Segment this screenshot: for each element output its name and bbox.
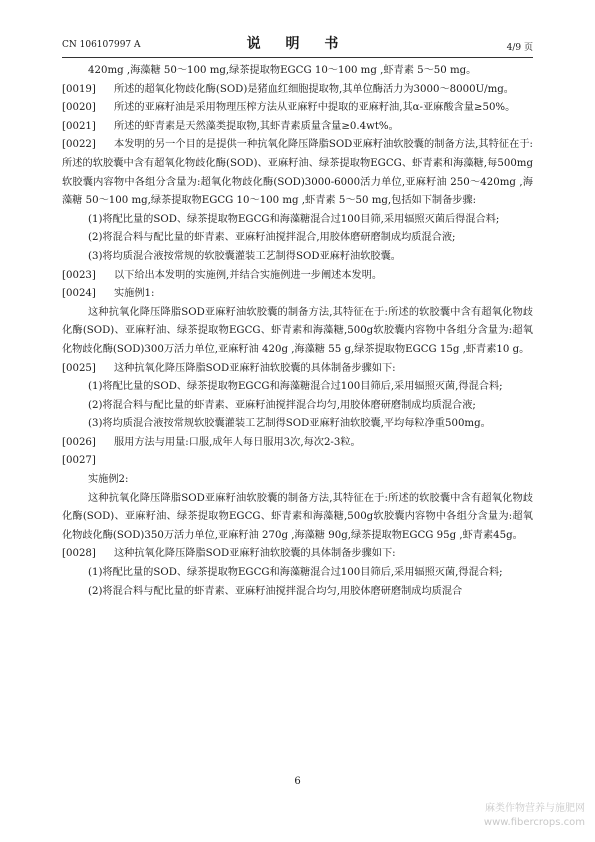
paragraph xyxy=(62,360,533,379)
paragraph-text: 本发明的另一个目的是提供一种抗氧化降压降脂SOD亚麻籽油软胶囊的制备方法,其特征在于:所述的软胶囊中含有超氧化物歧化酶(SOD)、亚麻籽油、绿茶提取物EGCG、虾青素和海藻糖,每500mg软胶囊内容物中各组分含量为:超氧化物歧化酶(SOD)3000-6000活力单位,亚麻籽油 250～420mg ,海藻糖 50～100 mg,绿茶提取物EGCG 10～100 mg ,虾青素 5～50 mg,包括如下制备步骤: xyxy=(62,139,533,207)
paragraph-text: 服用方法与用量:口服,成年人每日服用3次,每次2-3粒。 xyxy=(114,436,361,448)
page-number: 6 xyxy=(294,776,301,787)
paragraph-number: [0024] xyxy=(62,288,96,300)
paragraph-text: 实施例2: xyxy=(88,474,129,486)
paragraph xyxy=(62,452,533,471)
site-watermark xyxy=(484,802,585,830)
paragraph xyxy=(62,211,533,230)
document-body xyxy=(62,62,533,601)
paragraph xyxy=(62,267,533,286)
page-ratio: 4/9 页 xyxy=(506,43,533,53)
paragraph xyxy=(62,136,533,210)
paragraph xyxy=(62,99,533,118)
paragraph-text: (2)将混合料与配比量的虾青素、亚麻籽油搅拌混合,用胶体磨研磨制成均质混合液; xyxy=(88,232,456,244)
paragraph-text: (1)将配比量的SOD、绿茶提取物EGCG和海藻糖混合过100目筛后,采用辐照灭菌,得混合料; xyxy=(88,381,503,393)
paragraph-text: 这种抗氧化降压降脂SOD亚麻籽油软胶囊的制备方法,其特征在于:所述的软胶囊中含有超氧化物歧化酶(SOD)、亚麻籽油、绿茶提取物EGCG、虾青素和海藻糖,500g软胶囊内容物中各组分含量为:超氧化物歧化酶(SOD)300万活力单位,亚麻籽油 420g ,海藻糖 55 g,绿茶提取物EGCG 15g ,虾青素10 g。 xyxy=(62,306,533,355)
paragraph xyxy=(62,118,533,137)
paragraph-text: (3)将均质混合液按常规软胶囊灌装工艺制得SOD亚麻籽油软胶囊,平均每粒净重500mg。 xyxy=(88,418,491,430)
header-rule xyxy=(62,57,533,58)
paragraph-text: (3)将均质混合液按常规的软胶囊灌装工艺制得SOD亚麻籽油软胶囊。 xyxy=(88,250,401,262)
paragraph xyxy=(62,564,533,583)
paragraph-text: 实施例1: xyxy=(114,288,155,300)
paragraph-text: 这种抗氧化降压降脂SOD亚麻籽油软胶囊的具体制备步骤如下: xyxy=(114,548,396,560)
paragraph-number: [0028] xyxy=(62,548,96,560)
paragraph xyxy=(62,62,533,81)
paragraph xyxy=(62,81,533,100)
paragraph-number: [0025] xyxy=(62,362,96,374)
paragraph xyxy=(62,434,533,453)
document-title: 说 明 书 xyxy=(246,36,349,52)
paragraph-text: (1)将配比量的SOD、绿茶提取物EGCG和海藻糖混合过100目筛,采用辐照灭菌后得混合料; xyxy=(88,213,500,225)
paragraph-text: (2)将混合料与配比量的虾青素、亚麻籽油搅拌混合均匀,用胶体磨研磨制成均质混合液; xyxy=(88,399,476,411)
paragraph xyxy=(62,304,533,360)
paragraph xyxy=(62,378,533,397)
paragraph xyxy=(62,583,533,602)
watermark-url: www.fibercrops.com xyxy=(483,817,585,828)
paragraph-text: 这种抗氧化降压降脂SOD亚麻籽油软胶囊的具体制备步骤如下: xyxy=(114,362,396,374)
paragraph xyxy=(62,397,533,416)
paragraph-text: 所述的虾青素是天然藻类提取物,其虾青素质量含量≥0.4wt%。 xyxy=(114,120,399,132)
paragraph-text: 420mg ,海藻糖 50～100 mg,绿茶提取物EGCG 10～100 mg ,虾青素 5～50 mg。 xyxy=(88,65,477,76)
publication-number: CN 106107997 A xyxy=(62,40,141,50)
paragraph xyxy=(62,545,533,564)
paragraph-number: [0019] xyxy=(62,83,96,95)
paragraph-number: [0027] xyxy=(62,455,96,467)
paragraph xyxy=(62,229,533,248)
paragraph-text: (1)将配比量的SOD、绿茶提取物EGCG和海藻糖混合过100目筛后,采用辐照灭菌,得混合料; xyxy=(88,567,503,579)
page-header xyxy=(62,32,533,54)
watermark-site-name: 麻类作物营养与施肥网 xyxy=(485,803,585,814)
paragraph-text: 所述的超氧化物歧化酶(SOD)是猪血红细胞提取物,其单位酶活力为3000～8000U/mg。 xyxy=(114,83,514,95)
paragraph-number: [0026] xyxy=(62,436,96,448)
paragraph-text: 以下给出本发明的实施例,并结合实施例进一步阐述本发明。 xyxy=(114,269,383,281)
paragraph-text: 这种抗氧化降压降脂SOD亚麻籽油软胶囊的制备方法,其特征在于:所述的软胶囊中含有超氧化物歧化酶(SOD)、亚麻籽油、绿茶提取物EGCG、虾青素和海藻糖,500g软胶囊内容物中各组分含量为:超氧化物歧化酶(SOD)350万活力单位,亚麻籽油 270g ,海藻糖 90g,绿茶提取物EGCG 95g ,虾青素45g。 xyxy=(62,492,533,541)
paragraph xyxy=(62,415,533,434)
paragraph xyxy=(62,490,533,546)
paragraph xyxy=(62,248,533,267)
paragraph-text: (2)将混合料与配比量的虾青素、亚麻籽油搅拌混合均匀,用胶体磨研磨制成均质混合 xyxy=(88,585,463,597)
paragraph-text: 所述的亚麻籽油是采用物理压榨方法从亚麻籽中提取的亚麻籽油,其α-亚麻酸含量≥50%。 xyxy=(114,102,516,114)
paragraph-number: [0020] xyxy=(62,102,96,114)
paragraph xyxy=(62,471,533,490)
paragraph-number: [0021] xyxy=(62,120,96,132)
paragraph xyxy=(62,285,533,304)
paragraph-number: [0022] xyxy=(62,139,96,151)
paragraph-number: [0023] xyxy=(62,269,96,281)
